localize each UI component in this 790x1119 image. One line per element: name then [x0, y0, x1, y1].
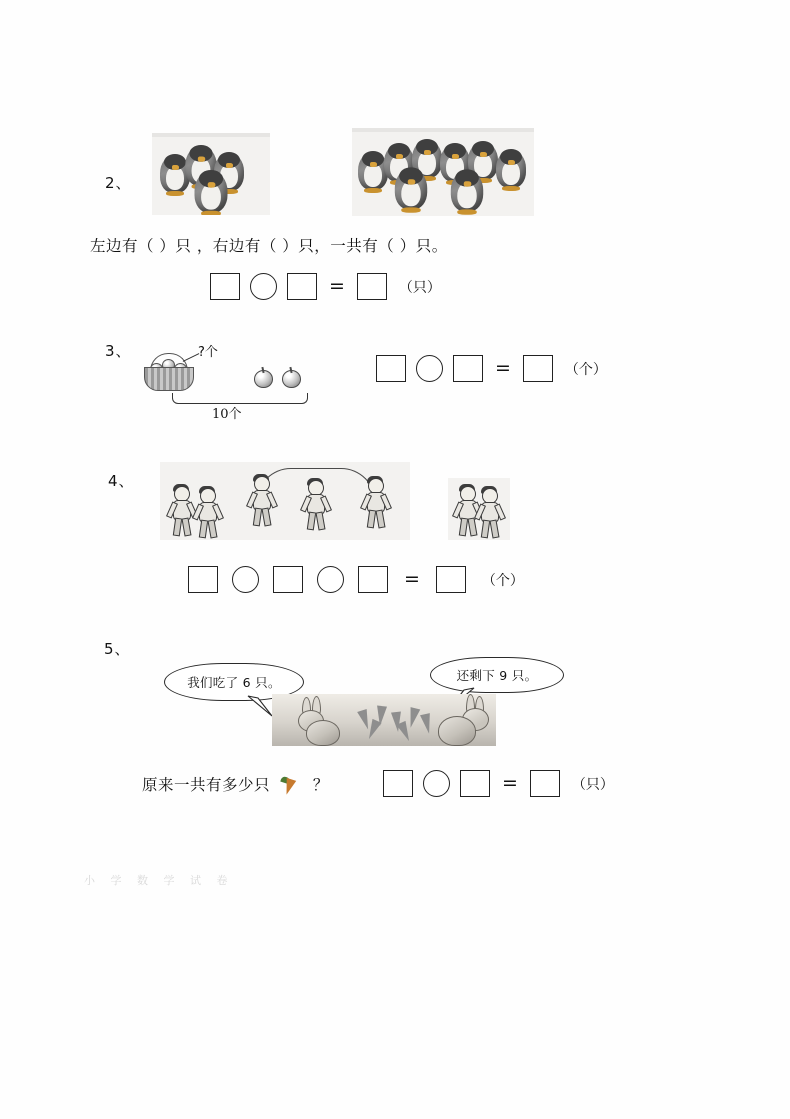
question-5-equation — [383, 770, 614, 797]
operator-circle[interactable] — [423, 770, 450, 797]
picture-children-left-middle — [160, 462, 410, 540]
footer-watermark: 小 学 数 学 试 卷 — [84, 874, 234, 887]
equals-sign: = — [502, 772, 518, 794]
question-number-4: 4、 — [108, 472, 135, 490]
question-5-text-before: 原来一共有多少只 — [142, 776, 271, 794]
operator-circle[interactable] — [232, 566, 259, 593]
total-label: 10个 — [212, 407, 242, 420]
answer-box[interactable] — [358, 566, 388, 593]
penguin-icon — [395, 168, 427, 209]
basket-count-label: ?个 — [198, 345, 218, 360]
apple-icon — [282, 370, 301, 388]
penguin-icon — [496, 150, 526, 188]
basket-icon — [140, 355, 196, 389]
question-number-3: 3、 — [105, 342, 132, 360]
answer-box[interactable] — [273, 566, 303, 593]
question-2-equation — [210, 273, 441, 300]
operator-circle[interactable] — [250, 273, 277, 300]
picture-penguins-left — [152, 133, 270, 215]
question-2-sentence: 左边有（ ）只 ，右边有（ ）只，一共有（ ）只。 — [90, 237, 448, 255]
child-icon — [476, 488, 502, 536]
speech-bubble-right: 还剩下 9 只。 — [430, 657, 564, 693]
operator-circle[interactable] — [416, 355, 443, 382]
rabbit-icon — [290, 698, 346, 744]
picture-penguins-right — [352, 128, 534, 216]
equals-sign: = — [495, 357, 511, 379]
carrot-icon — [278, 777, 304, 795]
answer-box[interactable] — [210, 273, 240, 300]
picture-children-right — [448, 478, 510, 540]
equals-sign: = — [329, 275, 345, 297]
penguin-icon — [195, 171, 228, 213]
answer-box[interactable] — [357, 273, 387, 300]
answer-box[interactable] — [460, 770, 490, 797]
question-3-unit: （个） — [564, 361, 607, 378]
answer-box[interactable] — [383, 770, 413, 797]
answer-box[interactable] — [287, 273, 317, 300]
apple-icon — [254, 370, 273, 388]
question-number-2: 2、 — [105, 174, 132, 192]
penguin-icon — [451, 170, 483, 211]
answer-box[interactable] — [376, 355, 406, 382]
question-number-5: 5、 — [104, 640, 131, 658]
child-icon — [362, 478, 388, 526]
operator-circle[interactable] — [317, 566, 344, 593]
question-5-text-after: ？ — [312, 776, 329, 794]
question-3-equation — [376, 355, 607, 382]
answer-box[interactable] — [453, 355, 483, 382]
speech-bubble-left: 我们吃了 6 只。 — [164, 663, 304, 701]
child-icon — [248, 476, 274, 524]
question-2-unit: （只） — [398, 279, 441, 296]
child-icon — [194, 488, 220, 536]
rabbit-icon — [436, 696, 492, 744]
answer-box[interactable] — [436, 566, 466, 593]
child-icon — [168, 486, 194, 534]
child-icon — [302, 480, 328, 528]
answer-box[interactable] — [188, 566, 218, 593]
picture-rabbits-carrots — [272, 694, 496, 746]
question-4-unit: （个） — [481, 572, 524, 589]
question-5-unit: （只） — [571, 776, 614, 793]
answer-box[interactable] — [530, 770, 560, 797]
equals-sign: = — [404, 568, 420, 590]
answer-box[interactable] — [523, 355, 553, 382]
carrot-pile — [356, 704, 442, 740]
question-4-equation — [188, 566, 524, 593]
question-5-text — [142, 773, 329, 795]
picture-basket-apples — [130, 335, 320, 420]
